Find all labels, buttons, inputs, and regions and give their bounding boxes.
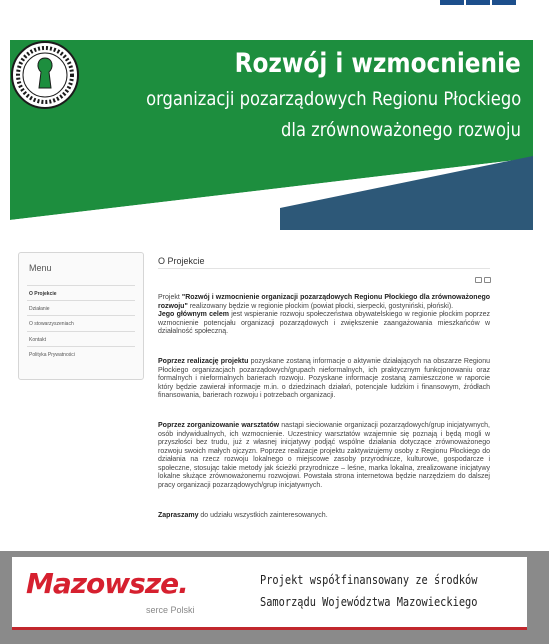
- menu-title: Menu: [29, 263, 52, 273]
- menu-divider: [27, 300, 135, 301]
- title-divider: [158, 268, 490, 269]
- banner-subtitle-1: organizacji pozarządowych Regionu Płockiego: [145, 88, 521, 110]
- top-link-block[interactable]: [492, 0, 516, 5]
- menu-item-kontakt[interactable]: Kontakt: [29, 337, 46, 343]
- menu-item-dzialanie[interactable]: Działanie: [29, 306, 50, 312]
- menu-divider: [27, 346, 135, 347]
- menu-item-polityka-prywatnosci[interactable]: Polityka Prywatności: [29, 352, 75, 358]
- top-bar: [0, 0, 549, 40]
- project-name: "Rozwój i wzmocnienie organizacji pozarządowych Regionu Płockiego dla zrównoważonego rozwoju": [158, 294, 491, 310]
- menu-item-o-projekcie[interactable]: O Projekcie: [29, 291, 57, 297]
- funding-line-1: Projekt współfinansowany ze środków: [260, 573, 478, 587]
- mazowsze-tagline: serce Polski: [146, 605, 195, 615]
- banner-subtitle-2: dla zrównoważonego rozwoju: [281, 119, 521, 141]
- footer-accent-strip: [12, 627, 527, 630]
- footer: [0, 551, 549, 644]
- paragraph-zapraszamy: Zapraszamy do udziału wszystkich zainteresowanych.: [158, 512, 328, 519]
- paragraph-realizacja: Poprzez realizację projektu pozyskane zostaną informacje o aktywnie działających na obszarze Regionu Płockiego organizacjach pozarządowych/grupach nieformalnych, ich praktycznym funkcjonowaniu oraz formalnych i nieformalnych barierach rozwoju. Pozyskane informacje zostaną zamieszczone w raporcie który będzie zawierał informacje m.in. o dziedzinach działań, potencjale ludzkim i finansowym, źródłach finansowania, barierach rozwoju i potrzebach organizacji.: [158, 358, 490, 399]
- top-link-block[interactable]: [440, 0, 464, 5]
- article-tools: [473, 277, 491, 295]
- menu-divider: [27, 315, 135, 316]
- header-banner: [10, 40, 533, 230]
- funding-line-2: Samorządu Województwa Mazowieckiego: [260, 595, 478, 609]
- page-title: O Projekcie: [158, 256, 205, 266]
- mazowsze-logo: Mazowsze.: [26, 567, 188, 600]
- footer-banner: [12, 557, 527, 627]
- sidebar-menu: [18, 252, 144, 380]
- paragraph-warsztaty: Poprzez zorganizowanie warsztatów nastąpi sieciowanie organizacji pozarządowych/grup inicjatywnych, osób indywidualnych, ich wzmocnienie. Uczestnicy warsztatów wzajemnie się poznają i będą mogli w przyszłości bez trudu, już z własnej inicjatywy podjąć wspólne działania dotyczące zrównoważonego rozwoju swoich małych ojczyzn. Poprzez realizacje projektu zaktywizujemy osoby z Regionu Płockiego do działania na rzecz rozwoju lokalnego o miejscowe zasoby przyrodnicze, kulturowe, gospodarcze i społeczne, stosując takie metody jak ścieżki przyrodnicze – leśne, marka lokalna, zrealizowane inicjatywy lokalne służące zrównoważonemu rozwojowi. Powstała strona internetowa będzie narzędziem do dalszej pracy organizacji pozarządowych/grup inicjatywnych.: [158, 422, 490, 489]
- email-icon[interactable]: [484, 277, 491, 283]
- top-link-block[interactable]: [466, 0, 490, 5]
- menu-divider: [27, 285, 135, 286]
- paragraph-intro: Projekt "Rozwój i wzmocnienie organizacji pozarządowych Regionu Płockiego dla zrównoważonego rozwoju" realizowany będzie w regionie płockim (powiat płocki, sierpecki, gostyniński, płoński). Jego głównym celem jest wspieranie rozwoju społeczeństwa obywatelskiego w regionie płockim poprzez wzmocnienie potencjału organizacji pozarządowych i zwiększenie zaangażowania mieszkańców w działalność społeczną.: [158, 294, 491, 335]
- banner-title: Rozwój i wzmocnienie: [234, 48, 521, 79]
- organization-seal-icon: [10, 40, 80, 110]
- menu-item-o-stowarzyszeniach[interactable]: O stowarzyszeniach: [29, 321, 74, 327]
- menu-divider: [27, 331, 135, 332]
- print-icon[interactable]: [475, 277, 482, 283]
